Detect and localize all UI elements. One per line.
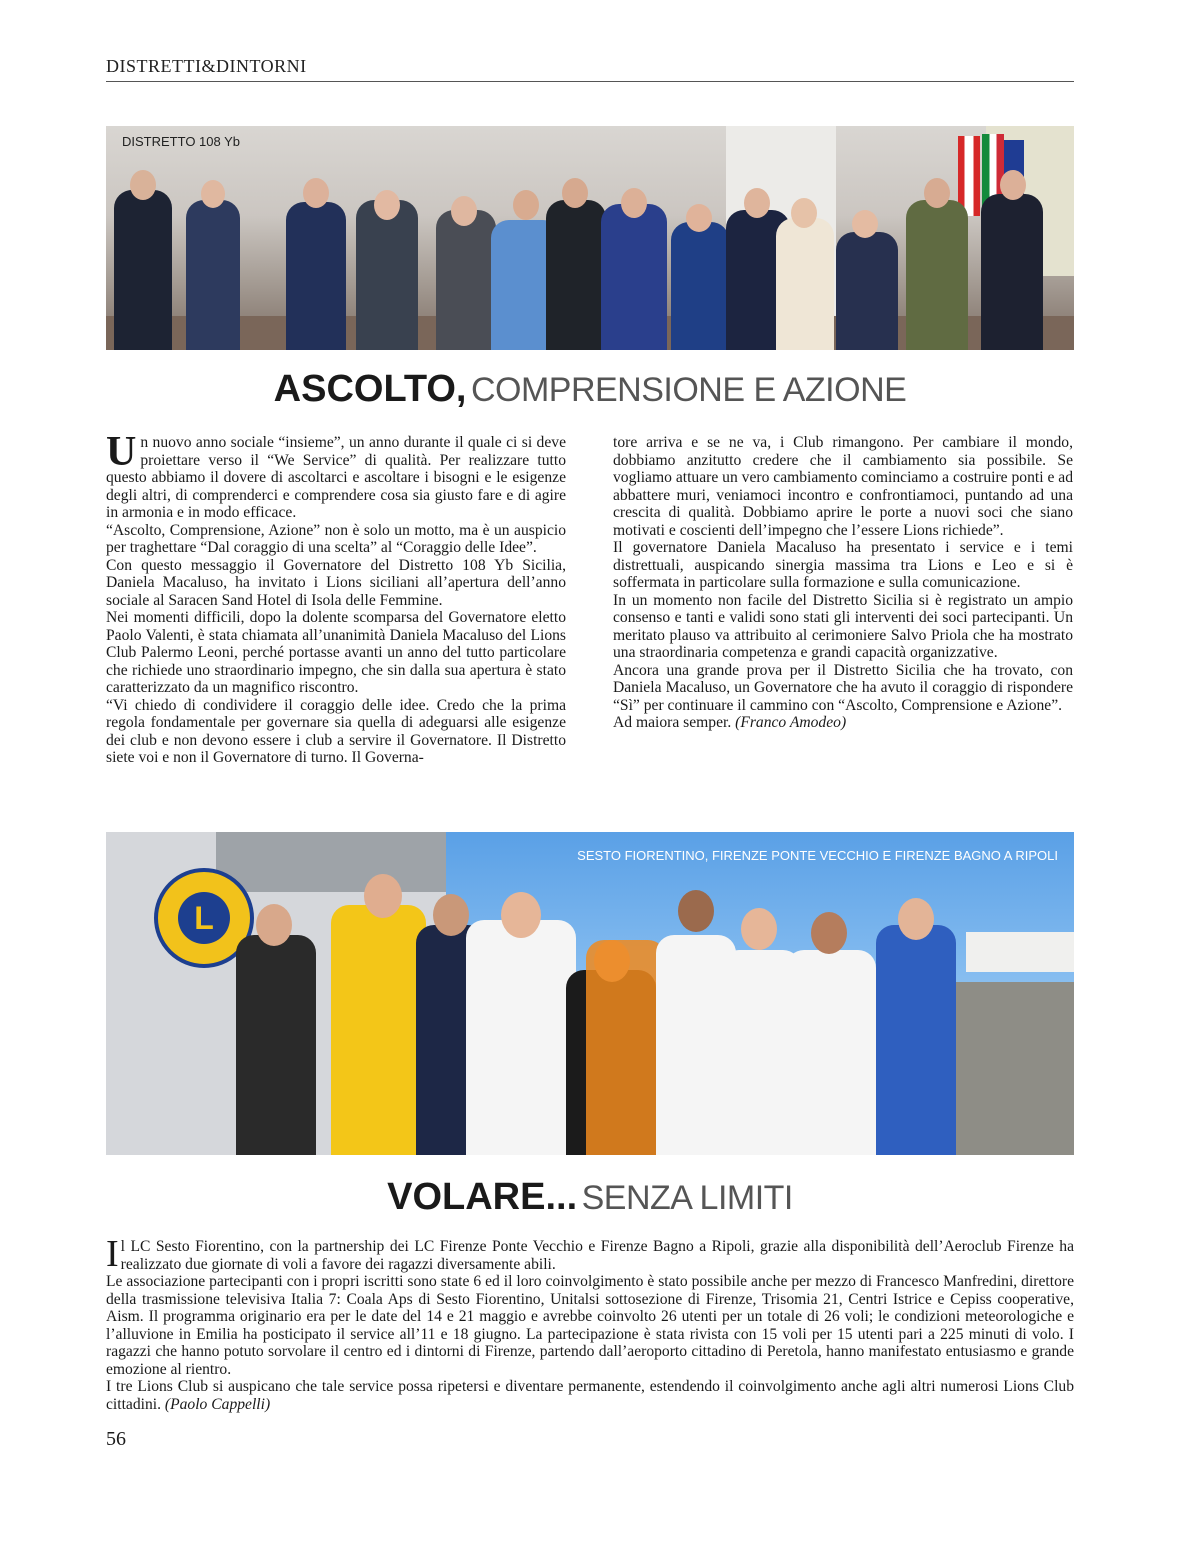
article1-paragraph: Ancora una grande prova per il Distretto Sicilia che ha trovato, con Daniela Macaluso, un Governatore che ha avuto il coraggio di rispondere “Sì” per continuare il cammino con “Ascolto, Comprensione e Azione”.: [613, 661, 1073, 714]
article1-dropcap: U: [106, 429, 137, 475]
article1-title: [106, 368, 1074, 411]
article1-title-light: COMPRENSIONE E AZIONE: [470, 371, 907, 409]
article2-title: [106, 1176, 1074, 1219]
section-header: DISTRETTI&DINTORNI: [106, 56, 1074, 82]
article1-paragraph: Il governatore Daniela Macaluso ha presentato i service e i temi distrettuali, auspicando sinergia massima tra Lions e Leo e si è soffermata in particolare sulla formazione e sulla comunicazione.: [613, 539, 1073, 591]
photo-caption-clubs: SESTO FIORENTINO, FIRENZE PONTE VECCHIO E FIRENZE BAGNO A RIPOLI: [577, 848, 1058, 863]
lions-logo: L: [154, 868, 254, 968]
article2-last-line: [106, 1378, 1074, 1413]
article1-paragraph: Nei momenti difficili, dopo la dolente scomparsa del Governatore eletto Paolo Valenti, è stata chiamata all’unanimità Daniela Macaluso del Lions Club Palermo Leoni, perché portasse avanti un anno del tutto particolare che richiede uno straordinario impegno, che sin dalla sua apertura è stato caratterizzato da un magnifico riscontro.: [106, 609, 566, 696]
article1-title-strong: ASCOLTO,: [273, 368, 467, 410]
article1-author: (Franco Amodeo): [735, 714, 847, 731]
article1-column-left: [106, 429, 566, 767]
article1-signoff-line: [613, 714, 1073, 732]
article2-title-light: SENZA LIMITI: [581, 1179, 793, 1217]
article1-paragraph: Con questo messaggio il Governatore del Distretto 108 Yb Sicilia, Daniela Macaluso, ha invitato i Lions siciliani all’apertura dell’anno sociale al Saracen Sand Hotel di Isola delle Femmine.: [106, 556, 566, 609]
article1-paragraph: n nuovo anno sociale “insieme”, un anno durante il quale ci si deve proiettare verso il “We Service” di qualità. Per realizzare tutto questo abbiamo il dovere di ascoltarci e ascoltare i bisogni e le esigenze degli altri, di comprenderci e comprendere cosa sia giusto fare e di agire in armonia e in modo efficace.: [106, 434, 566, 521]
article1-paragraph: “Vi chiedo di condividere il coraggio delle idee. Credo che la prima regola fondamentale per governare sia quella di adeguarsi alle esigenze dei club e non devono essere i club a servire il Governatore. Il Distretto siete voi e non il Governatore di turno. Il Governa-: [106, 696, 566, 766]
article1-column-right: [613, 434, 1073, 732]
page-number: 56: [106, 1428, 126, 1450]
article2-paragraph: l LC Sesto Fiorentino, con la partnership dei LC Firenze Ponte Vecchio e Firenze Bagno a Ripoli, grazie alla disponibilità dell’Aeroclub Firenze ha realizzato due giornate di voli a favore dei ragazzi diversamente abili.: [120, 1238, 1074, 1273]
article2-author: (Paolo Cappelli): [164, 1395, 271, 1413]
article1-paragraph: tore arriva e se ne va, i Club rimangono. Per cambiare il mondo, dobbiamo anzitutto credere che il cambiamento sia possibile. Se vogliamo attuare un vero cambiamento cominciamo a costruire ponti e ad abbattere muri, veniamoci incontro e confrontiamoci, puntando ad una crescita di qualità. Dobbiamo aprire le porte a nuovi soci che siano motivati e coscienti dell’impegno che l’essere Lions richiede”.: [613, 434, 1073, 539]
article2-paragraph: I tre Lions Club si auspicano che tale service possa ripetersi e diventare permanente, estendendo il coinvolgimento anche agli altri numerosi Lions Club cittadini.: [106, 1378, 1074, 1413]
group-photo-district-108yb: [106, 126, 1074, 350]
article2-body: [106, 1233, 1074, 1413]
article1-signoff: Ad maiora semper.: [613, 714, 732, 731]
photo-caption-district: DISTRETTO 108 Yb: [122, 134, 241, 149]
article2-paragraph: Le associazione partecipanti con i propri iscritti sono state 6 ed il loro coinvolgimento è stato possibile anche per mezzo di Francesco Manfredini, direttore della trasmissione televisiva Italia 7: Coala Aps di Sesto Fiorentino, Unitalsi sottosezione di Firenze, Trisomia 21, Centri Istrice e Cepiss cooperative, Aism. Il programma originario era per le date del 14 e 21 maggio e avrebbe coinvolto 26 utenti per un totale di 26 voli; le condizioni meteorologiche e l’alluvione in Emilia ha posticipato il service all’11 e 18 giugno. La partecipazione è stata rivista con 15 voli per 15 utenti pari a 225 minuti di volo. I ragazzi che hanno potuto sorvolare il centro ed i dintorni di Firenze, partendo dall’aeroporto cittadino di Peretola, hanno manifestato entusiasmo e grande emozione al rientro.: [106, 1273, 1074, 1378]
article2-title-strong: VOLARE...: [387, 1176, 578, 1218]
article1-paragraph: In un momento non facile del Distretto Sicilia si è registrato un ampio consenso e tanti e validi sono stati gli interventi dei soci partecipanti. Un meritato plauso va attribuito al cerimoniere Salvo Priola che ha mostrato una straordinaria competenza e grandi capacità organizzative.: [613, 591, 1073, 661]
group-photo-aeroclub: [106, 832, 1074, 1155]
article2-dropcap: I: [106, 1233, 119, 1275]
article1-paragraph: “Ascolto, Comprensione, Azione” non è solo un motto, ma è un auspicio per traghettare “Dal coraggio di una scelta” al “Coraggio delle Idee”.: [106, 521, 566, 556]
